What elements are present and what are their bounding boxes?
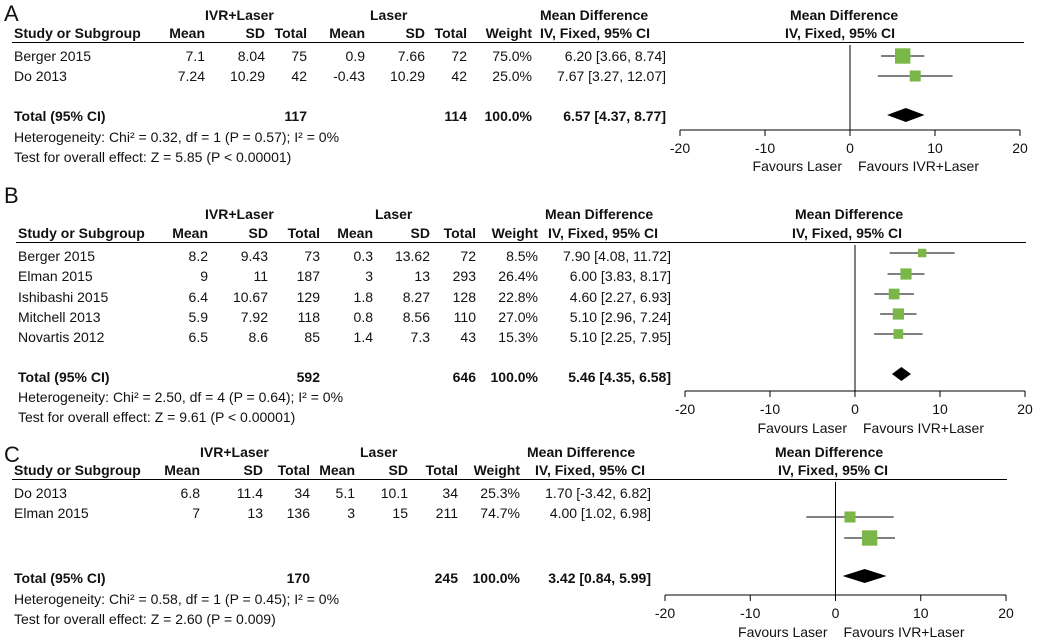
group2-header: Laser [370,7,408,23]
x-tick-label: -10 [754,140,776,156]
panel-label: C [4,442,20,467]
mean2-header: Mean [337,225,373,241]
overall-effect-text: Test for overall effect: Z = 5.85 (P < 0.00001) [14,149,292,165]
total1-value: 170 [286,570,310,586]
sd2-header: SD [410,225,430,241]
x-tick-label: 20 [1012,140,1028,156]
mean1-value: 7 [192,505,200,521]
weight-header: Weight [491,225,538,241]
mean1-value: 6.8 [180,485,200,501]
study-name: Ishibashi 2015 [18,289,109,305]
forest-plot-b [0,203,1045,436]
total1-value: 85 [304,329,320,345]
sd1-value: 8.6 [248,329,268,345]
mean1-value: 7.1 [185,48,205,64]
mean2-value: 1.8 [353,289,373,305]
total1-value: 117 [284,108,307,124]
forest-panel-a [0,0,1045,175]
sd2-value: 13.62 [394,248,430,264]
md-plot-title-header: Mean Difference [775,444,884,460]
md-method-header: IV, Fixed, 95% CI [535,462,645,478]
study-name: Novartis 2012 [18,329,105,345]
mean2-value: 0.8 [353,309,373,325]
total1-value: 34 [294,485,310,501]
forest-plot-c [0,442,1045,642]
study-square [893,308,904,319]
x-tick-label: -20 [654,605,676,621]
total-label: Total (95% CI) [14,108,106,124]
study-name: Do 2013 [14,68,67,84]
total2-value: 128 [452,289,476,305]
total1-value: 118 [297,309,320,325]
total1-value: 136 [286,505,310,521]
favours-right-label: Favours IVR+Laser [843,624,965,640]
pooled-diamond [892,367,911,381]
favours-right-label: Favours IVR+Laser [858,158,979,174]
heterogeneity-text: Heterogeneity: Chi² = 2.50, df = 4 (P = 0.64); I² = 0% [18,389,344,405]
study-name: Do 2013 [14,485,67,501]
sd2-value: 10.29 [389,68,425,84]
mean1-value: 6.5 [188,329,208,345]
total1-value: 42 [291,68,307,84]
sd1-value: 7.92 [240,309,268,325]
total1-value: 73 [304,248,320,264]
ci-text: 7.67 [3.27, 12.07] [557,68,666,84]
md-method-header: IV, Fixed, 95% CI [540,25,650,41]
mean2-value: 3 [347,505,355,521]
total2-value: 110 [453,309,476,325]
total2-value: 114 [444,108,467,124]
x-tick-label: 0 [851,401,859,417]
total1-value: 75 [291,48,307,64]
study-name: Berger 2015 [18,248,96,264]
total1-header: Total [277,462,310,478]
x-tick-label: 0 [831,605,840,621]
mean2-value: -0.43 [333,68,365,84]
mean1-value: 5.9 [188,309,208,325]
ci-text: 4.00 [1.02, 6.98] [549,505,651,521]
panel-label: B [4,183,19,208]
md-plot-title-header: Mean Difference [790,7,899,23]
mean2-value: 0.9 [345,48,365,64]
ci-text: 1.70 [-3.42, 6.82] [545,485,651,501]
study-header: Study or Subgroup [18,225,145,241]
sd2-value: 13 [414,268,430,284]
total2-value: 646 [452,369,476,385]
total1-value: 187 [296,268,320,284]
md-title-header: Mean Difference [540,7,649,23]
favours-right-label: Favours IVR+Laser [863,420,984,436]
total1-header: Total [274,25,307,41]
ci-text: 4.60 [2.27, 6.93] [569,289,671,305]
total2-header: Total [434,25,467,41]
weight-value: 100.0% [484,108,532,124]
mean2-header: Mean [319,462,355,478]
sd1-header: SD [248,225,268,241]
favours-left-label: Favours Laser [738,624,828,640]
study-square [844,511,855,522]
sd1-value: 11.4 [236,485,263,501]
x-tick-label: -20 [674,401,696,417]
ci-text: 6.20 [3.66, 8.74] [564,48,666,64]
sd1-header: SD [245,25,265,41]
total2-header: Total [443,225,476,241]
sd2-value: 7.3 [410,329,430,345]
pooled-diamond [843,569,887,583]
sd2-value: 8.27 [402,289,430,305]
overall-effect-text: Test for overall effect: Z = 2.60 (P = 0.009) [14,611,276,627]
study-square [900,268,911,279]
x-tick-label: -10 [740,605,761,621]
sd2-value: 7.66 [397,48,425,64]
group1-header: IVR+Laser [205,206,274,222]
sd2-value: 10.1 [380,485,408,501]
weight-value: 26.4% [498,268,538,284]
mean2-value: 1.4 [353,329,373,345]
md-plot-method-header: IV, Fixed, 95% CI [785,25,895,41]
study-name: Mitchell 2013 [18,309,101,325]
ci-text: 3.42 [0.84, 5.99] [548,570,651,586]
total2-value: 72 [460,248,476,264]
x-tick-label: 20 [1017,401,1033,417]
weight-value: 75.0% [492,48,532,64]
weight-value: 15.3% [498,329,538,345]
study-name: Elman 2015 [14,505,89,521]
study-square [895,48,910,63]
total-label: Total (95% CI) [18,369,110,385]
weight-value: 100.0% [472,570,520,586]
sd1-value: 11 [253,268,268,284]
weight-value: 100.0% [490,369,538,385]
x-tick-label: -20 [669,140,691,156]
md-plot-method-header: IV, Fixed, 95% CI [792,225,902,241]
md-method-header: IV, Fixed, 95% CI [548,225,658,241]
sd1-value: 8.04 [237,48,265,64]
study-header: Study or Subgroup [14,25,141,41]
favours-left-label: Favours Laser [757,420,847,436]
weight-value: 74.7% [480,505,520,521]
study-square [862,530,877,545]
study-square [910,71,921,82]
group1-header: IVR+Laser [205,7,274,23]
group1-header: IVR+Laser [200,444,269,460]
heterogeneity-text: Heterogeneity: Chi² = 0.32, df = 1 (P = 0.57); I² = 0% [14,129,340,145]
ci-text: 5.10 [2.25, 7.95] [569,329,671,345]
mean2-value: 5.1 [335,485,355,501]
total1-value: 129 [296,289,320,305]
total2-value: 43 [460,329,476,345]
x-tick-label: 10 [932,401,948,417]
study-square [889,289,900,300]
study-header: Study or Subgroup [14,462,141,478]
sd1-value: 13 [247,505,263,521]
md-title-header: Mean Difference [545,206,654,222]
md-title-header: Mean Difference [527,444,636,460]
sd1-value: 10.67 [232,289,268,305]
forest-plot-a [0,0,1045,175]
mean1-header: Mean [172,225,208,241]
sd2-header: SD [405,25,425,41]
pooled-diamond [887,108,924,122]
study-name: Berger 2015 [14,48,92,64]
overall-effect-text: Test for overall effect: Z = 9.61 (P < 0.00001) [18,409,296,425]
weight-value: 8.5% [506,248,538,264]
sd1-value: 10.29 [229,68,265,84]
x-tick-label: 20 [998,605,1014,621]
sd2-value: 8.56 [402,309,430,325]
ci-text: 5.46 [4.35, 6.58] [568,369,671,385]
total2-value: 42 [451,68,467,84]
md-plot-method-header: IV, Fixed, 95% CI [778,462,888,478]
panel-label: A [4,1,19,26]
md-plot-title-header: Mean Difference [795,206,904,222]
sd2-header: SD [388,462,408,478]
x-tick-label: -10 [759,401,781,417]
total1-header: Total [287,225,320,241]
total2-value: 34 [442,485,458,501]
weight-value: 22.8% [498,289,538,305]
mean1-header: Mean [164,462,200,478]
mean2-value: 0.3 [353,248,373,264]
study-name: Elman 2015 [18,268,93,284]
heterogeneity-text: Heterogeneity: Chi² = 0.58, df = 1 (P = 0.45); I² = 0% [14,591,340,607]
ci-text: 6.57 [4.37, 8.77] [563,108,666,124]
total-label: Total (95% CI) [14,570,106,586]
x-tick-label: 0 [846,140,854,156]
forest-panel-c [0,442,1045,642]
mean2-value: 3 [365,268,373,284]
forest-panel-b [0,183,1045,436]
mean1-value: 9 [200,268,208,284]
x-tick-label: 10 [912,605,929,621]
total2-value: 72 [451,48,467,64]
ci-text: 6.00 [3.83, 8.17] [569,268,671,284]
study-square [918,249,926,257]
sd1-header: SD [243,462,263,478]
weight-header: Weight [485,25,532,41]
mean1-value: 6.4 [188,289,208,305]
favours-left-label: Favours Laser [752,158,842,174]
mean2-header: Mean [329,25,365,41]
total1-value: 592 [296,369,320,385]
sd2-value: 15 [392,505,408,521]
group2-header: Laser [375,206,413,222]
weight-value: 25.0% [492,68,532,84]
total2-value: 211 [435,505,458,521]
total2-header: Total [425,462,458,478]
sd1-value: 9.43 [240,248,268,264]
mean1-value: 7.24 [177,68,205,84]
ci-text: 7.90 [4.08, 11.72] [563,248,671,264]
group2-header: Laser [360,444,398,460]
study-square [894,329,904,339]
weight-value: 27.0% [498,309,538,325]
mean1-header: Mean [169,25,205,41]
total2-value: 293 [452,268,476,284]
total2-value: 245 [434,570,458,586]
x-tick-label: 10 [927,140,943,156]
weight-header: Weight [473,462,520,478]
weight-value: 25.3% [480,485,520,501]
ci-text: 5.10 [2.96, 7.24] [569,309,671,325]
mean1-value: 8.2 [188,248,208,264]
